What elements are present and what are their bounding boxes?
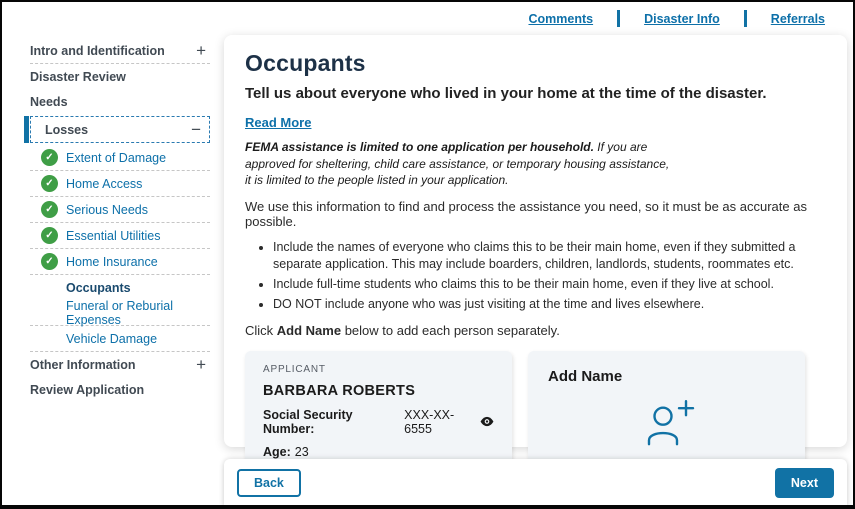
sidebar-item-label: Intro and Identification — [30, 43, 165, 58]
applicant-age-row — [263, 445, 494, 459]
fema-note — [245, 139, 825, 189]
sidebar-item-intro-and-identification[interactable] — [30, 38, 210, 63]
page-subtitle: Tell us about everyone who lived in your home at the time of the disaster. — [245, 85, 767, 102]
sidebar-item-disaster-review[interactable] — [30, 64, 210, 89]
sidebar-item-label: Home Insurance — [66, 254, 158, 269]
sidebar-item-serious-needs[interactable] — [30, 197, 210, 222]
fema-note-line2: approved for sheltering, child care assistance, or temporary housing assistance, — [245, 156, 670, 171]
plus-icon[interactable]: + — [196, 355, 206, 374]
age-value: 23 — [294, 444, 309, 459]
check-circle-icon — [41, 201, 58, 218]
sidebar-item-occupants[interactable] — [30, 275, 210, 300]
check-circle-icon — [41, 253, 58, 270]
age-label: Age: — [263, 444, 291, 459]
sidebar-item-label: Disaster Review — [30, 69, 126, 84]
sidebar-item-label: Review Application — [30, 382, 145, 397]
list-item: • DO NOT include anyone who was just visiting at the time and lives elsewhere. — [273, 296, 825, 313]
sidebar-item-label: Occupants — [66, 280, 131, 295]
sidebar-item-funeral-or-reburial-expenses[interactable] — [30, 300, 210, 325]
footer-action-bar — [224, 459, 847, 507]
main-content-panel — [224, 35, 847, 459]
sidebar-item-label: Home Access — [66, 176, 143, 191]
check-circle-icon — [41, 227, 58, 244]
back-button[interactable]: Back — [237, 469, 301, 497]
add-name-instruction: Click Add Name below to add each person separately. — [245, 322, 560, 338]
page-title: Occupants — [245, 50, 366, 76]
check-circle-icon — [41, 149, 58, 166]
check-circle-icon — [41, 175, 58, 192]
read-more-link[interactable]: Read More — [245, 115, 312, 130]
sidebar-item-home-insurance[interactable] — [30, 249, 210, 274]
sidebar-item-extent-of-damage[interactable] — [30, 145, 210, 170]
fema-note-bold: FEMA assistance is limited to one application per household. — [245, 140, 594, 154]
sidebar-item-home-access[interactable] — [30, 171, 210, 196]
add-name-title: Add Name — [548, 367, 623, 385]
intro-paragraph: We use this information to find and process the assistance you need, so it must be as accurate as possible. — [245, 198, 807, 229]
top-nav-link-referrals[interactable]: Referrals — [770, 11, 825, 26]
sidebar-item-review-application[interactable] — [30, 377, 210, 402]
sidebar-item-label: Funeral or Reburial Expenses — [66, 298, 173, 327]
applicant-name: BARBARA ROBERTS — [263, 382, 416, 399]
applicant-ssn-row — [263, 408, 494, 436]
ssn-value: XXX-XX-6555 — [404, 407, 455, 436]
list-item: • Include full-time students who claims this to be their main home, even if they live at school. — [273, 276, 825, 293]
sidebar-item-label: Needs — [30, 94, 68, 109]
sidebar-nav — [2, 35, 224, 505]
minus-icon[interactable]: − — [191, 120, 201, 139]
sidebar-item-label: Essential Utilities — [66, 228, 161, 243]
nav-separator — [617, 10, 620, 27]
occupant-rules-list — [273, 239, 825, 313]
sidebar-item-needs[interactable] — [30, 89, 210, 114]
sidebar-item-vehicle-damage[interactable] — [30, 326, 210, 351]
top-nav — [2, 2, 853, 35]
plus-icon[interactable]: + — [196, 41, 206, 60]
top-nav-link-comments[interactable]: Comments — [528, 11, 594, 26]
top-nav-link-disaster-info[interactable]: Disaster Info — [644, 11, 720, 26]
fema-note-line1: If you are — [597, 140, 648, 154]
applicant-role-label: APPLICANT — [263, 363, 326, 375]
sidebar-item-label: Extent of Damage — [66, 150, 167, 165]
eye-icon[interactable] — [480, 416, 494, 427]
sidebar-item-essential-utilities[interactable] — [30, 223, 210, 248]
next-button[interactable]: Next — [775, 468, 834, 498]
ssn-label: Social Security Number: — [263, 407, 353, 436]
sidebar-item-label: Vehicle Damage — [66, 331, 158, 346]
nav-separator — [744, 10, 747, 27]
active-section-bar — [24, 116, 29, 143]
sidebar-item-label: Losses — [45, 122, 89, 137]
person-add-icon — [638, 396, 696, 455]
sidebar-item-label: Other Information — [30, 357, 136, 372]
sidebar-item-other-information[interactable] — [30, 352, 210, 377]
fema-note-line3: it is limited to the people listed in your application. — [245, 173, 509, 187]
list-item: • Include the names of everyone who claims this to be their main home, even if they submitted a separate application. This may include boarders, children, landlords, students, roommates etc. — [273, 239, 825, 273]
sidebar-item-label: Serious Needs — [66, 202, 148, 217]
sidebar-item-losses[interactable] — [30, 116, 210, 143]
